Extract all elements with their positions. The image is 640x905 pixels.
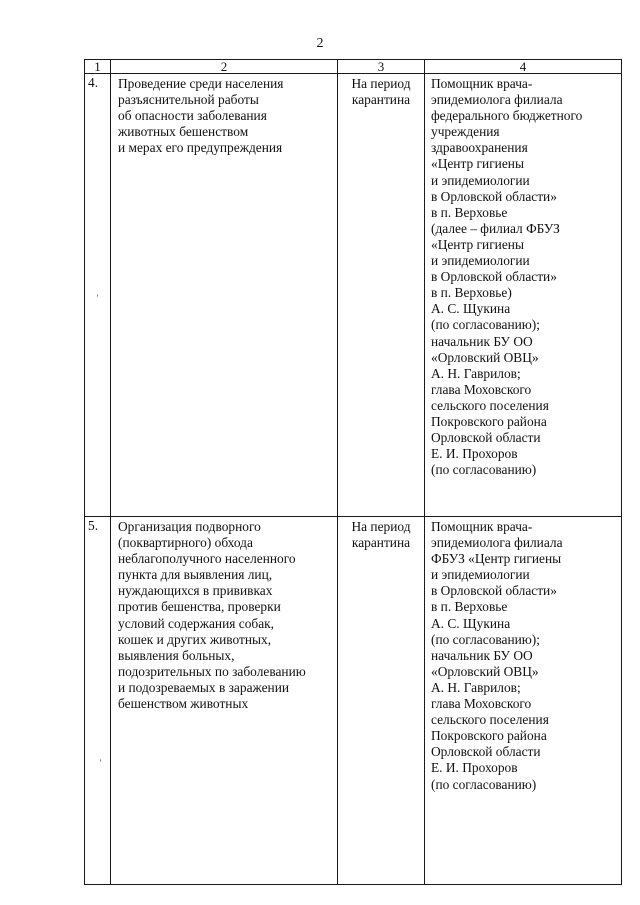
text-line: разъяснительной работы [118,92,259,108]
text-line: подозрительных по заболеванию [118,663,306,679]
text-line: На период [351,519,411,534]
header-col-2: 2 [111,60,338,74]
text-line: (далее – филиал ФБУЗ [431,220,560,236]
row-number: 5. [85,517,111,885]
table-row [85,517,622,885]
text-line: и мерах его предупреждения [118,140,283,156]
text-line: начальник БУ ОО [431,333,533,349]
text-line: «Орловский ОВЦ» [431,663,539,679]
row-number: 4. [85,74,111,517]
text-line: «Центр гигиены [431,236,524,252]
text-line: Е. И. Прохоров [431,760,518,776]
text-line: (по согласованию); [431,631,540,647]
scan-tick-mark: ʼ [96,293,99,303]
table-header-row [85,60,622,74]
text-line: карантина [351,535,411,551]
header-col-3: 3 [338,60,425,74]
text-line: Покровского района [431,728,547,744]
activity-cell [111,74,338,517]
text-line: «Центр гигиены [431,156,524,172]
text-line: пункта для выявления лиц, [118,567,273,583]
text-line: Организация подворного [118,519,261,534]
text-line: кошек и других животных, [118,631,272,647]
text-line: Помощник врача- [431,519,533,534]
text-line: глава Моховского [431,381,532,397]
text-line: (по согласованию); [431,317,540,333]
text-line: А. Н. Гаврилов; [431,365,521,381]
text-line: в п. Верховье [431,204,508,220]
period-cell [338,74,425,517]
text-line: в п. Верховье) [431,285,512,301]
scan-tick-mark: ʼ [99,758,102,768]
text-line: против бешенства, проверки [118,599,281,615]
text-line: условий содержания собак, [118,615,275,631]
text-line: Е. И. Прохоров [431,446,518,462]
period-cell [338,517,425,885]
text-line: эпидемиолога филиала [431,92,563,108]
text-line: (по согласованию) [431,776,537,792]
text-line: здравоохранения [431,140,528,156]
text-line: (поквартирного) обхода [118,535,253,551]
text-line: Орловской области [431,430,541,446]
text-line: животных бешенством [118,124,249,140]
text-line: На период [351,76,411,91]
text-line: и эпидемиологии [431,253,530,269]
text-line: неблагополучного населенного [118,551,296,567]
text-line: глава Моховского [431,696,532,712]
text-line: федерального бюджетного [431,108,583,124]
activity-cell [111,517,338,885]
page-number: 2 [316,36,324,51]
text-line: и подозреваемых в заражении [118,679,290,695]
text-line: А. Н. Гаврилов; [431,679,521,695]
text-line: начальник БУ ОО [431,647,533,663]
text-line: А. С. Щукина [431,301,511,317]
header-col-4: 4 [425,60,622,74]
text-line: в п. Верховье [431,599,508,615]
responsible-cell [425,74,622,517]
text-line: эпидемиолога филиала [431,535,563,551]
text-line: выявления больных, [118,647,235,663]
text-line: в Орловской области» [431,583,557,599]
text-line: А. С. Щукина [431,615,511,631]
header-col-1: 1 [85,60,111,74]
activities-table [84,59,622,885]
text-line: (по согласованию) [431,462,537,478]
text-line: и эпидемиологии [431,172,530,188]
text-line: Проведение среди населения [118,76,284,91]
text-line: и эпидемиологии [431,567,530,583]
text-line: Покровского района [431,413,547,429]
table-row [85,74,622,517]
responsible-cell [425,517,622,885]
text-line: сельского поселения [431,397,549,413]
text-line: нуждающихся в прививках [118,583,273,599]
text-line: учреждения [431,124,500,140]
text-line: карантина [351,92,411,108]
text-line: в Орловской области» [431,188,557,204]
text-line: Орловской области [431,744,541,760]
text-line: сельского поселения [431,712,549,728]
text-line: «Орловский ОВЦ» [431,349,539,365]
text-line: ФБУЗ «Центр гигиены [431,551,562,567]
text-line: Помощник врача- [431,76,533,91]
text-line: бешенством животных [118,696,249,712]
text-line: в Орловской области» [431,269,557,285]
text-line: об опасности заболевания [118,108,267,124]
